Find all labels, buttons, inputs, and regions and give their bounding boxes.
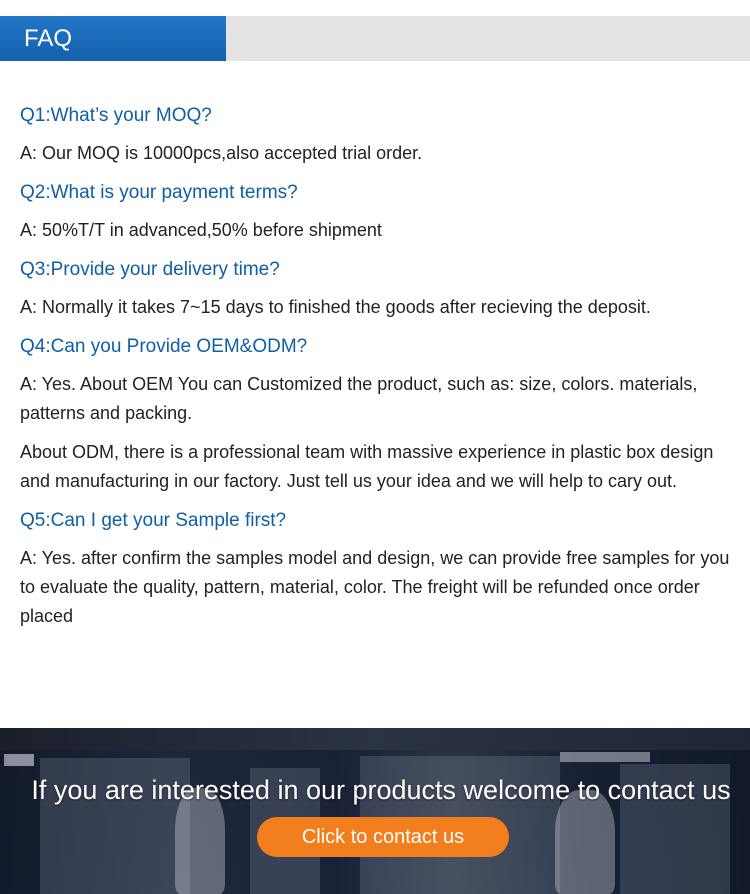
faq-tab <box>0 16 226 61</box>
contact-banner <box>0 728 750 894</box>
faq-question-3: Q3:Provide your delivery time? <box>20 259 280 280</box>
faq-answer-2: A: 50%T/T in advanced,50% before shipment <box>20 220 382 240</box>
factory-sign <box>4 754 34 766</box>
faq-answer-4-odm: About ODM, there is a professional team with massive experience in plastic box design and manufacturing in our factory. Just tell us your idea and we will help to cary out. <box>20 442 714 491</box>
faq-question-4: Q4:Can you Provide OEM&ODM? <box>20 336 308 357</box>
faq-answer-3: A: Normally it takes 7~15 days to finished the goods after recieving the deposit. <box>20 297 651 317</box>
faq-title: FAQ <box>24 25 73 52</box>
banner-headline: If you are interested in our products welcome to contact us <box>31 775 731 805</box>
faq-question-2: Q2:What is your payment terms? <box>20 182 298 203</box>
contact-us-button[interactable]: Click to contact us <box>257 817 509 857</box>
banner-top-strip <box>0 728 750 750</box>
faq-answer-4-oem: A: Yes. About OEM You can Customized the product, such as: size, colors. materials, patterns and packing. <box>20 374 698 423</box>
faq-header <box>0 16 750 61</box>
factory-sign-2 <box>560 752 650 762</box>
faq-question-5: Q5:Can I get your Sample first? <box>20 510 287 531</box>
faq-answer-1: A: Our MOQ is 10000pcs,also accepted trial order. <box>20 143 423 163</box>
faq-question-1: Q1:What’s your MOQ? <box>20 105 212 126</box>
faq-list <box>20 101 742 641</box>
faq-answer-5: A: Yes. after confirm the samples model and design, we can provide free samples for you to evaluate the quality, pattern, material, color. The freight will be refunded once order placed <box>20 548 730 626</box>
